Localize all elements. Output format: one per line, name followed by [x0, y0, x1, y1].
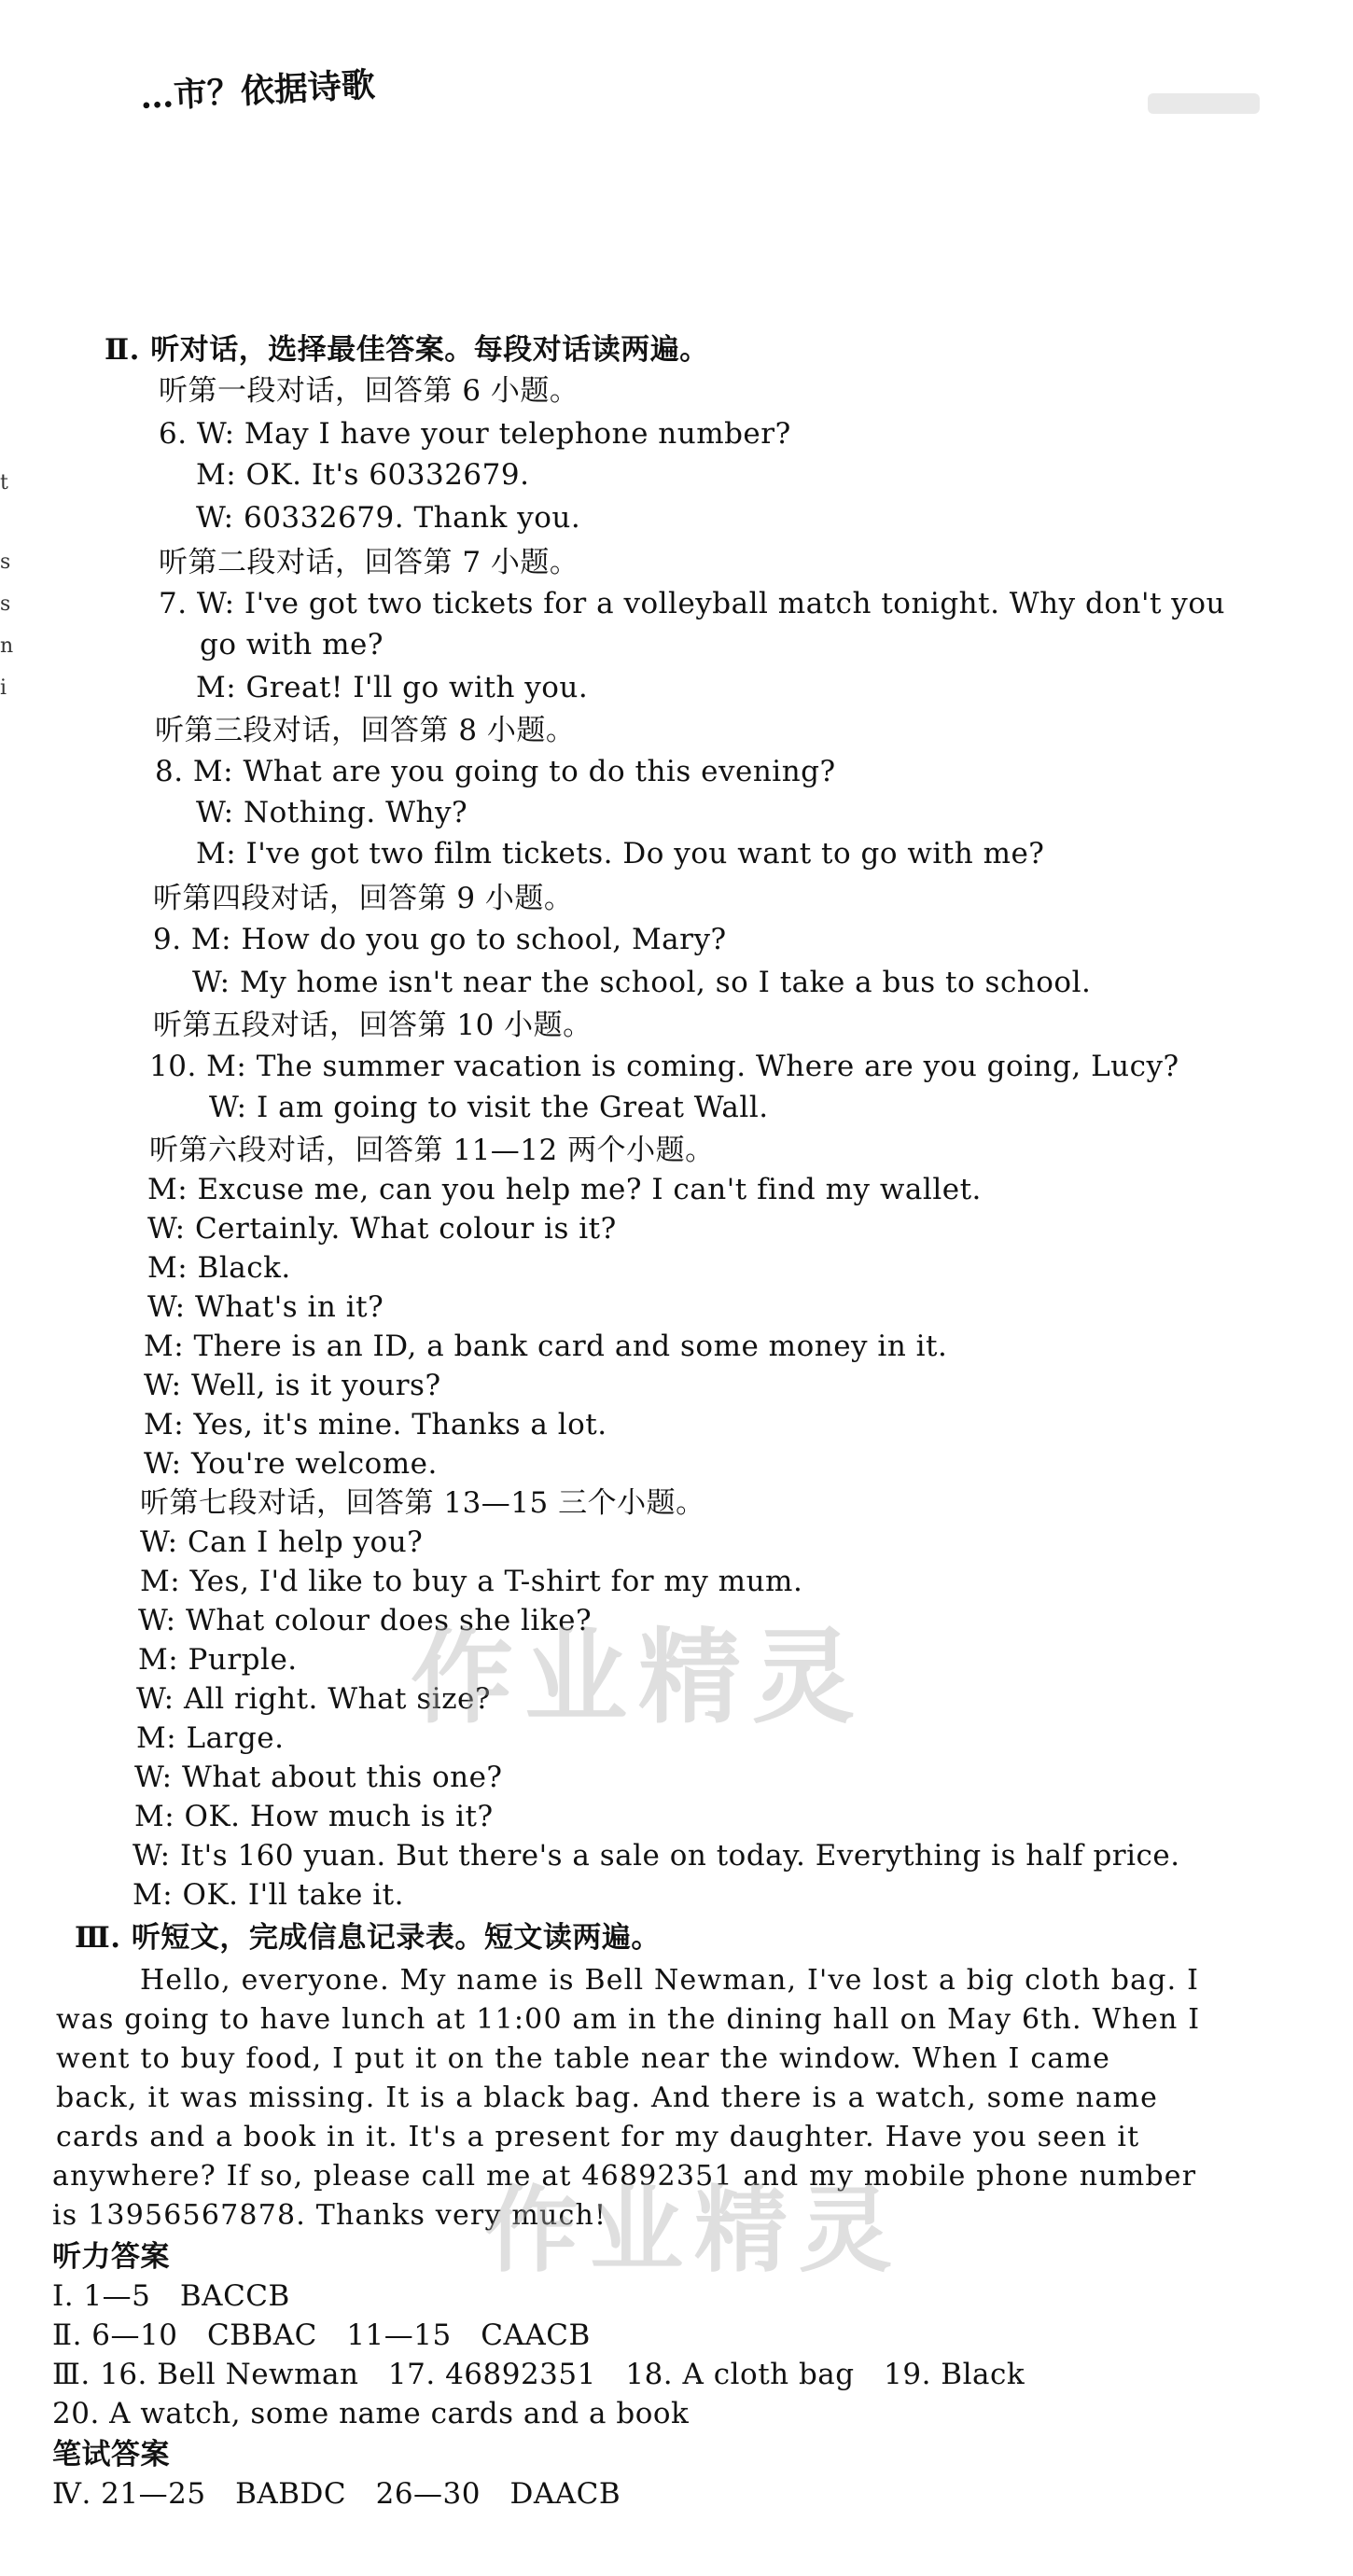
dialogue-line: 7. W: I've got two tickets for a volleyball match tonight. Why don't you	[159, 587, 1225, 620]
dialogue-line: W: All right. What size?	[136, 1682, 491, 1716]
listening-answers-heading: 听力答案	[52, 2240, 170, 2274]
dialogue-line: M: OK. I'll take it.	[133, 1878, 404, 1912]
dialogue-line: W: Certainly. What colour is it?	[147, 1212, 617, 1246]
passage-line: back, it was missing. It is a black bag. And there is a watch, some name	[56, 2082, 1159, 2114]
dialogue-line: 10. M: The summer vacation is coming. Where are you going, Lucy?	[149, 1050, 1179, 1083]
dialogue-intro: 听第五段对话，回答第 10 小题。	[153, 1009, 593, 1042]
dialogue-line: M: OK. How much is it?	[134, 1800, 494, 1833]
dialogue-line: W: 60332679. Thank you.	[196, 501, 581, 535]
edge-mark: n	[0, 634, 14, 658]
dialogue-line: M: I've got two film tickets. Do you want to go with me?	[196, 837, 1045, 870]
dialogue-intro: 听第七段对话，回答第 13—15 三个小题。	[140, 1486, 705, 1520]
written-answers-heading: 笔试答案	[52, 2438, 170, 2472]
dialogue-intro: 听第二段对话，回答第 7 小题。	[159, 546, 579, 579]
answer-line: Ⅳ. 21—25 BABDC 26—30 DAACB	[52, 2477, 621, 2511]
watermark: 作业精灵	[485, 2176, 903, 2285]
dialogue-line: W: You're welcome.	[144, 1447, 438, 1481]
dialogue-line: M: Great! I'll go with you.	[196, 671, 589, 704]
dialogue-line: go with me?	[200, 628, 384, 661]
dialogue-line: M: There is an ID, a bank card and some money in it.	[144, 1330, 948, 1363]
answer-line: Ⅲ. 16. Bell Newman 17. 46892351 18. A cloth bag 19. Black	[52, 2358, 1025, 2391]
dialogue-line: W: My home isn't near the school, so I take a bus to school.	[192, 966, 1092, 999]
edge-mark: i	[0, 676, 7, 700]
dialogue-line: W: It's 160 yuan. But there's a sale on today. Everything is half price.	[133, 1839, 1180, 1873]
dialogue-line: M: Excuse me, can you help me? I can't find my wallet.	[147, 1173, 982, 1206]
watermark: 作业精灵	[411, 1618, 866, 1737]
edge-mark: s	[0, 592, 11, 616]
dialogue-line: W: Can I help you?	[140, 1525, 424, 1559]
dialogue-line: W: What's in it?	[147, 1290, 384, 1324]
passage-line: is 13956567878. Thanks very much!	[52, 2199, 607, 2232]
passage-line: went to buy food, I put it on the table near the window. When I came	[56, 2042, 1111, 2075]
dialogue-intro: 听第六段对话，回答第 11—12 两个小题。	[149, 1134, 715, 1167]
dialogue-line: M: Large.	[136, 1721, 285, 1755]
dialogue-intro: 听第一段对话，回答第 6 小题。	[159, 374, 579, 408]
dialogue-line: M: OK. It's 60332679.	[196, 458, 530, 492]
answer-line: Ⅱ. 6—10 CBBAC 11—15 CAACB	[52, 2318, 591, 2352]
answer-line: 20. A watch, some name cards and a book	[52, 2397, 690, 2430]
section-3-heading: Ⅲ. 听短文，完成信息记录表。短文读两遍。	[75, 1921, 661, 1955]
dialogue-line: W: What about this one?	[134, 1761, 503, 1794]
dialogue-line: 6. W: May I have your telephone number?	[159, 417, 791, 451]
dialogue-line: M: Yes, I'd like to buy a T-shirt for my mum.	[140, 1565, 803, 1598]
passage-line: anywhere? If so, please call me at 46892351 and my mobile phone number	[52, 2160, 1197, 2193]
dialogue-line: 8. M: What are you going to do this evening?	[155, 755, 836, 788]
dialogue-line: W: I am going to visit the Great Wall.	[209, 1091, 769, 1124]
answer-line: Ⅰ. 1—5 BACCB	[52, 2279, 290, 2313]
dialogue-line: 9. M: How do you go to school, Mary?	[153, 923, 727, 956]
dialogue-line: M: Black.	[147, 1251, 291, 1285]
section-2-heading: Ⅱ. 听对话，选择最佳答案。每段对话读两遍。	[105, 333, 709, 367]
passage-line: Hello, everyone. My name is Bell Newman, I've lost a big cloth bag. I	[140, 1964, 1200, 1997]
dialogue-intro: 听第四段对话，回答第 9 小题。	[153, 882, 574, 915]
dialogue-intro: 听第三段对话，回答第 8 小题。	[155, 714, 576, 747]
dialogue-line: M: Purple.	[138, 1643, 298, 1677]
passage-line: cards and a book in it. It's a present for my daughter. Have you seen it	[56, 2121, 1140, 2153]
scan-smudge	[1148, 93, 1260, 114]
dialogue-line: M: Yes, it's mine. Thanks a lot.	[144, 1408, 607, 1441]
passage-line: was going to have lunch at 11:00 am in the dining hall on May 6th. When I	[56, 2003, 1201, 2036]
dialogue-line: W: Well, is it yours?	[144, 1369, 441, 1402]
edge-mark: t	[0, 471, 8, 494]
dialogue-line: W: What colour does she like?	[138, 1604, 593, 1637]
dialogue-line: W: Nothing. Why?	[196, 796, 468, 829]
edge-mark: s	[0, 550, 11, 574]
top-fragment: …市？依据诗歌	[139, 64, 376, 117]
